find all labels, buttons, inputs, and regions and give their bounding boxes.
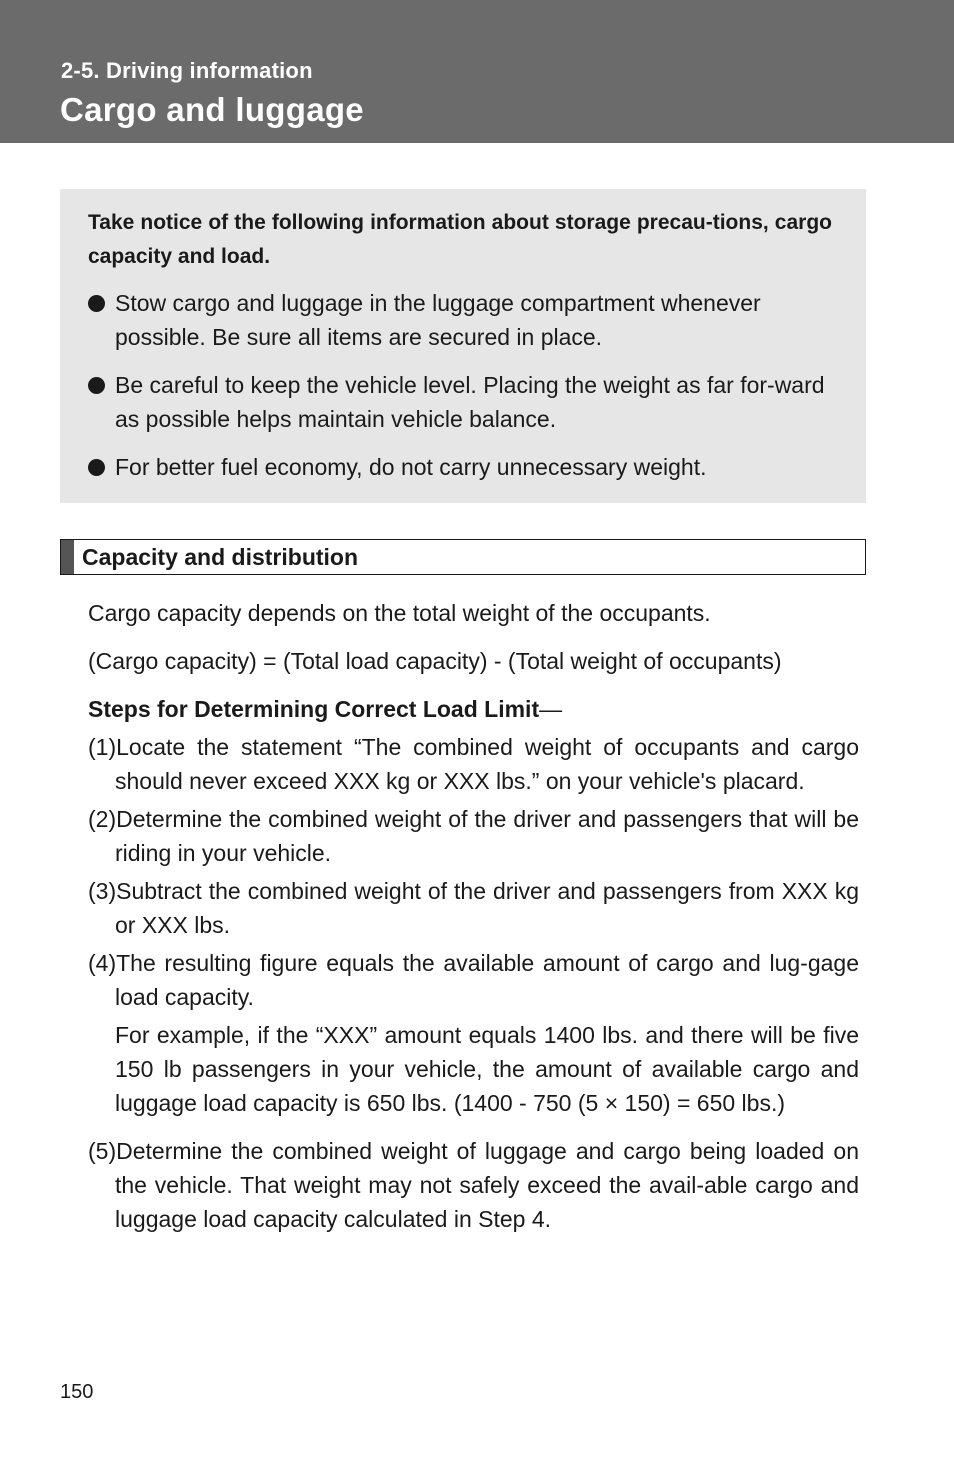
page-header — [0, 0, 954, 143]
bullet-icon — [88, 459, 105, 476]
bullet-icon — [88, 377, 105, 394]
notice-bullet — [88, 286, 832, 354]
body-content — [88, 596, 859, 1240]
step-item: (1)Locate the statement “The combined weight of occupants and cargo should never exceed XXX kg or XXX lbs.” on your vehicle's placard. — [88, 734, 859, 794]
section-subheading — [60, 539, 866, 575]
steps-heading-text: Steps for Determining Correct Load Limit — [88, 696, 540, 722]
notice-box — [60, 189, 866, 503]
steps-heading — [88, 692, 859, 726]
step-item: (3)Subtract the combined weight of the driver and passengers from XXX kg or XXX lbs. — [88, 878, 859, 938]
notice-intro: Take notice of the following information about storage precau-tions, cargo capacity and load. — [88, 211, 832, 268]
step-item: (2)Determine the combined weight of the driver and passengers that will be riding in your vehicle. — [88, 806, 859, 866]
bullet-icon — [88, 295, 105, 312]
steps-heading-dash: — — [539, 696, 563, 722]
body-paragraph: Cargo capacity depends on the total weight of the occupants. — [88, 600, 711, 626]
subheading-bar — [61, 540, 74, 574]
notice-bullet-text: Be careful to keep the vehicle level. Placing the weight as far for-ward as possible helps maintain vehicle balance. — [115, 372, 825, 432]
example-paragraph: For example, if the “XXX” amount equals 1400 lbs. and there will be five 150 lb passengers in your vehicle, the amount of available cargo and luggage load capacity is 650 lbs. (1400 - 750 (5 × 150) = 650 lbs.) — [115, 1022, 859, 1116]
subheading-label: Capacity and distribution — [82, 544, 359, 570]
section-label: 2-5. Driving information — [61, 58, 313, 83]
notice-bullet — [88, 368, 832, 436]
step-item: (4)The resulting figure equals the available amount of cargo and lug-gage load capacity. — [88, 950, 859, 1010]
step-item: (5)Determine the combined weight of luggage and cargo being loaded on the vehicle. That weight may not safely exceed the avail-able cargo and luggage load capacity calculated in Step 4. — [88, 1138, 859, 1232]
page-number: 150 — [60, 1381, 94, 1403]
page-title: Cargo and luggage — [60, 91, 364, 128]
notice-bullet-text: Stow cargo and luggage in the luggage compartment whenever possible. Be sure all items are secured in place. — [115, 290, 761, 350]
formula-paragraph: (Cargo capacity) = (Total load capacity) - (Total weight of occupants) — [88, 648, 782, 674]
notice-bullet-text: For better fuel economy, do not carry unnecessary weight. — [115, 454, 707, 480]
notice-bullet — [88, 450, 832, 484]
